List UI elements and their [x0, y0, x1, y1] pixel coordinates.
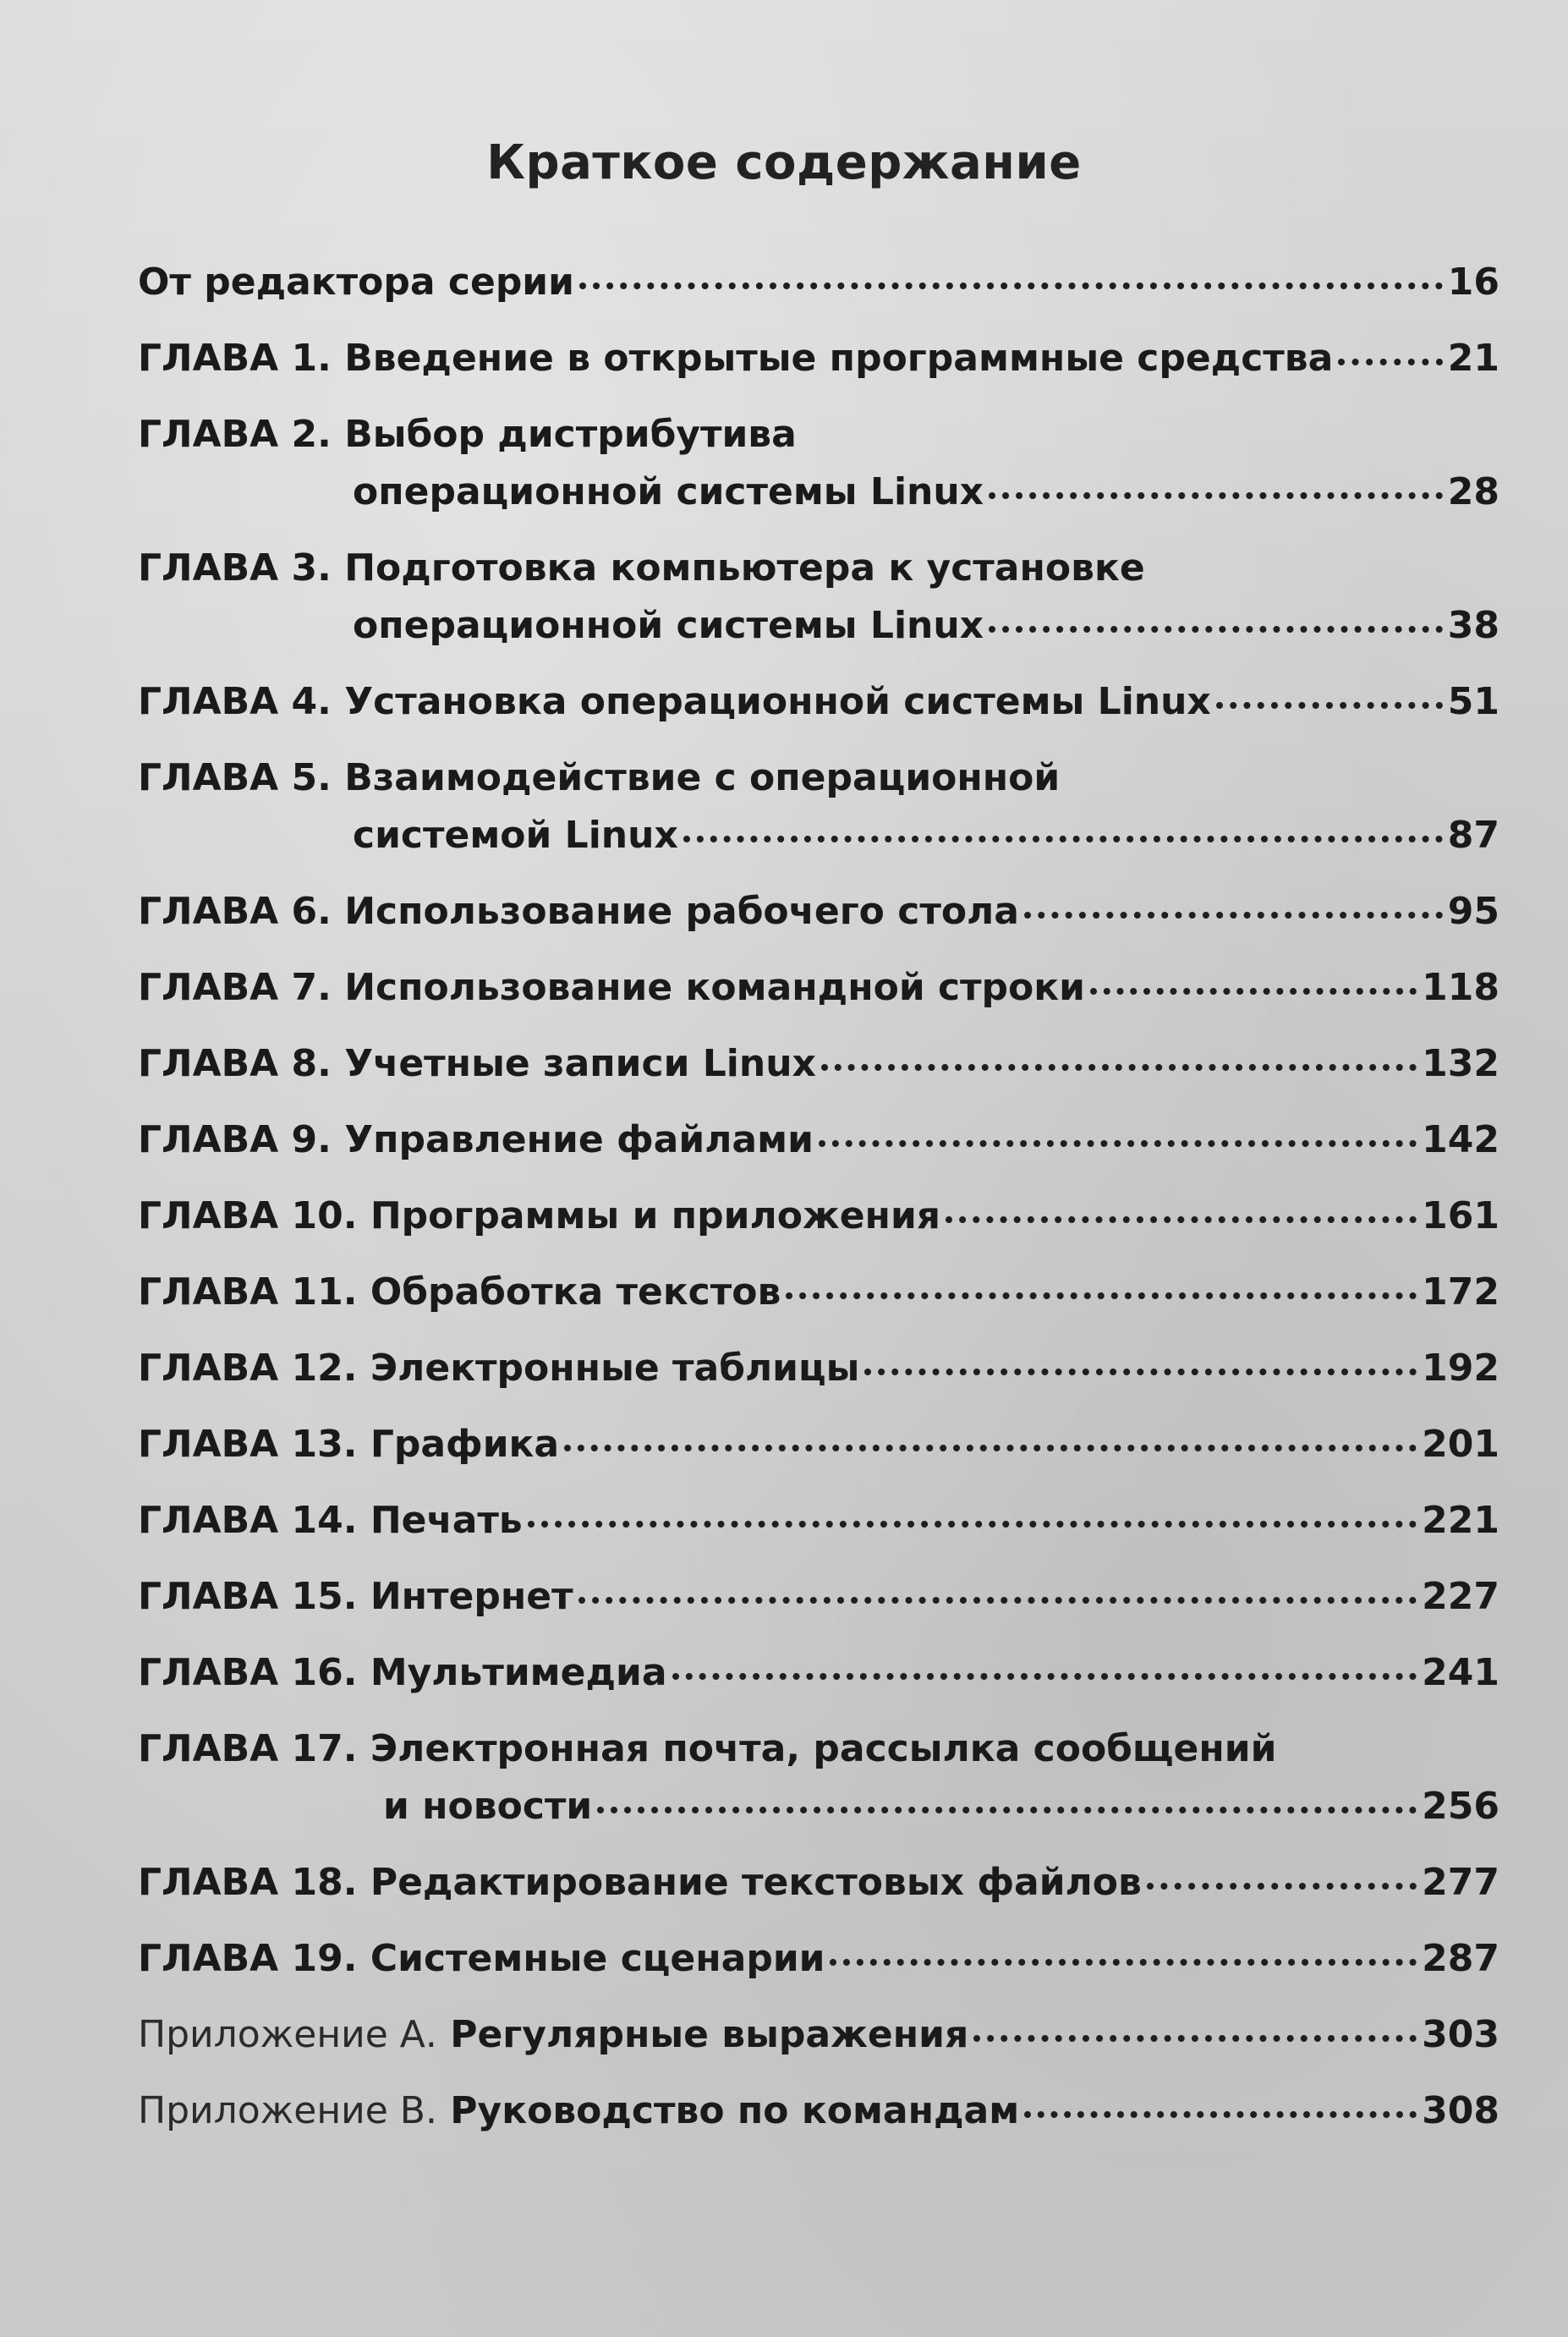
toc-line [138, 1720, 1499, 1778]
toc-line [138, 1644, 1499, 1702]
toc-entry-label [138, 1111, 814, 1169]
chapter-title: Введение в открытые программные средства [344, 337, 1334, 380]
chapter-title: Печать [370, 1499, 523, 1542]
toc-entry-chapter-8[interactable] [138, 1035, 1499, 1093]
toc-entry-label [138, 540, 1145, 597]
chapter-title: Интернет [370, 1575, 573, 1618]
toc-line [138, 1492, 1499, 1550]
toc-page-number: 142 [1422, 1118, 1499, 1161]
chapter-number: ГЛАВА 5. [138, 756, 332, 799]
toc-line [138, 2082, 1499, 2140]
toc-entry-label [138, 1854, 1142, 1912]
toc-page-number: 21 [1447, 337, 1499, 380]
chapter-title: Программы и приложения [370, 1194, 941, 1237]
toc-entry-label [138, 1568, 573, 1626]
chapter-title: Системные сценарии [370, 1937, 825, 1980]
chapter-number: ГЛАВА 18. [138, 1861, 358, 1904]
toc-line [138, 1188, 1499, 1245]
toc-entry-chapter-15[interactable] [138, 1568, 1499, 1626]
toc-line-continuation [138, 1778, 1499, 1835]
chapter-title: Взаимодействие с операционной [344, 756, 1061, 799]
appendix-title: Руководство по командам [450, 2089, 1020, 2132]
toc-entry-label [138, 1644, 667, 1702]
dot-leader [821, 1064, 1417, 1071]
toc-entry-chapter-4[interactable] [138, 673, 1499, 731]
toc-line [138, 959, 1499, 1017]
chapter-title-continuation: операционной системы Linux [353, 604, 984, 647]
toc-line [138, 1568, 1499, 1626]
chapter-number: ГЛАВА 2. [138, 413, 332, 456]
toc-entry-chapter-2[interactable] [138, 406, 1499, 521]
toc-entry-title: От редактора серии [138, 261, 574, 304]
toc-entry-chapter-19[interactable] [138, 1930, 1499, 1988]
toc-page-number: 132 [1422, 1042, 1499, 1085]
chapter-number: ГЛАВА 17. [138, 1727, 358, 1770]
toc-page-number: 95 [1447, 890, 1499, 933]
toc-entry-chapter-12[interactable] [138, 1340, 1499, 1397]
chapter-number: ГЛАВА 15. [138, 1575, 358, 1618]
toc-page-number: 303 [1422, 2013, 1499, 2056]
toc-line [138, 1854, 1499, 1912]
chapter-number: ГЛАВА 1. [138, 337, 332, 380]
toc-page-number: 256 [1422, 1785, 1499, 1828]
toc-line [138, 2006, 1499, 2064]
toc-page-number: 277 [1422, 1861, 1499, 1904]
chapter-number: ГЛАВА 10. [138, 1194, 358, 1237]
chapter-number: ГЛАВА 12. [138, 1347, 358, 1390]
toc-line [138, 1340, 1499, 1397]
toc-line [138, 1416, 1499, 1473]
toc-entry-label [138, 749, 1060, 807]
toc-entry-label [138, 330, 1333, 387]
dot-leader [597, 1807, 1417, 1813]
toc-entry-chapter-18[interactable] [138, 1854, 1499, 1912]
toc-entry-editor-note[interactable] [138, 254, 1499, 311]
chapter-title: Редактирование текстовых файлов [370, 1861, 1142, 1904]
toc-entry-label [138, 1188, 940, 1245]
toc-line [138, 1264, 1499, 1321]
dot-leader [579, 283, 1443, 289]
chapter-number: ГЛАВА 11. [138, 1270, 358, 1314]
toc-page-number: 87 [1447, 814, 1499, 857]
toc-line-continuation [138, 464, 1499, 521]
toc-page-number: 241 [1422, 1651, 1499, 1694]
toc-page-number: 287 [1422, 1937, 1499, 1980]
toc-entry-chapter-6[interactable] [138, 883, 1499, 941]
toc-line [138, 1035, 1499, 1093]
chapter-title: Электронные таблицы [370, 1347, 860, 1390]
toc-line [138, 883, 1499, 941]
toc-entry-label [138, 959, 1085, 1017]
chapter-number: ГЛАВА 3. [138, 546, 332, 590]
toc-page-number: 38 [1447, 604, 1499, 647]
appendix-label: Приложение В. [138, 2089, 437, 2132]
dot-leader [564, 1445, 1417, 1451]
chapter-number: ГЛАВА 19. [138, 1937, 358, 1980]
toc-line [138, 749, 1499, 807]
chapter-number: ГЛАВА 16. [138, 1651, 358, 1694]
toc-line [138, 254, 1499, 311]
chapter-title: Графика [370, 1423, 560, 1466]
toc-list [138, 254, 1499, 2159]
toc-entry-chapter-16[interactable] [138, 1644, 1499, 1702]
dot-leader [578, 1597, 1417, 1604]
chapter-title: Использование командной строки [344, 966, 1085, 1009]
chapter-title: Учетные записи Linux [344, 1042, 816, 1085]
dot-leader [1147, 1883, 1417, 1890]
toc-page-number: 16 [1447, 261, 1499, 304]
dot-leader [528, 1521, 1417, 1528]
toc-entry-label [138, 406, 797, 464]
toc-entry-label [138, 1264, 781, 1321]
chapter-title: Подготовка компьютера к установке [344, 546, 1145, 590]
toc-page-number: 192 [1422, 1347, 1499, 1390]
toc-entry-appendix-a[interactable] [138, 2006, 1499, 2064]
chapter-title-continuation: и новости [383, 1785, 593, 1828]
toc-entry-label [138, 1492, 523, 1550]
toc-page-number: 308 [1422, 2089, 1499, 2132]
toc-line [138, 540, 1499, 597]
toc-entry-chapter-10[interactable] [138, 1188, 1499, 1245]
toc-page-number: 28 [1447, 470, 1499, 513]
toc-page-number: 227 [1422, 1575, 1499, 1618]
toc-entry-chapter-11[interactable] [138, 1264, 1499, 1321]
toc-entry-label [138, 1416, 559, 1473]
toc-entry-chapter-1[interactable] [138, 330, 1499, 387]
chapter-number: ГЛАВА 13. [138, 1423, 358, 1466]
toc-entry-label [138, 2006, 968, 2064]
chapter-title: Мультимедиа [370, 1651, 667, 1694]
dot-leader [830, 1959, 1417, 1966]
toc-line [138, 673, 1499, 731]
toc-page-number: 172 [1422, 1270, 1499, 1314]
toc-entry-label [138, 2082, 1019, 2140]
toc-entry-chapter-13[interactable] [138, 1416, 1499, 1473]
dot-leader [989, 626, 1443, 633]
toc-line [138, 1930, 1499, 1988]
toc-entry-chapter-3[interactable] [138, 540, 1499, 655]
toc-entry-chapter-7[interactable] [138, 959, 1499, 1017]
dot-leader [819, 1140, 1417, 1147]
chapter-number: ГЛАВА 8. [138, 1042, 332, 1085]
dot-leader [1024, 2111, 1417, 2118]
toc-entry-label [138, 1720, 1276, 1778]
chapter-title: Установка операционной системы Linux [344, 680, 1211, 723]
dot-leader [864, 1369, 1417, 1375]
toc-entry-label [138, 1340, 859, 1397]
toc-page-number: 51 [1447, 680, 1499, 723]
toc-line-continuation [138, 807, 1499, 864]
toc-entry-appendix-b[interactable] [138, 2082, 1499, 2140]
toc-entry-label [138, 1035, 816, 1093]
toc-entry-label [138, 673, 1211, 731]
chapter-title-continuation: системой Linux [353, 814, 678, 857]
dot-leader [1090, 988, 1417, 995]
toc-entry-chapter-9[interactable] [138, 1111, 1499, 1169]
toc-line [138, 406, 1499, 464]
toc-entry-chapter-14[interactable] [138, 1492, 1499, 1550]
toc-entry-chapter-17[interactable] [138, 1720, 1499, 1835]
dot-leader [946, 1216, 1417, 1223]
dot-leader [672, 1673, 1417, 1680]
chapter-title: Использование рабочего стола [344, 890, 1019, 933]
toc-entry-chapter-5[interactable] [138, 749, 1499, 864]
toc-page-number: 201 [1422, 1423, 1499, 1466]
chapter-number: ГЛАВА 4. [138, 680, 332, 723]
chapter-title-continuation: операционной системы Linux [353, 470, 984, 513]
toc-page-number: 161 [1422, 1194, 1499, 1237]
dot-leader [1338, 359, 1442, 365]
toc-line-continuation [138, 597, 1499, 655]
chapter-number: ГЛАВА 7. [138, 966, 332, 1009]
chapter-number: ГЛАВА 6. [138, 890, 332, 933]
chapter-title: Обработка текстов [370, 1270, 781, 1314]
appendix-label: Приложение А. [138, 2013, 437, 2056]
dot-leader [683, 836, 1443, 842]
toc-page-number: 221 [1422, 1499, 1499, 1542]
toc-entry-label [138, 1930, 825, 1988]
appendix-title: Регулярные выражения [450, 2013, 969, 2056]
dot-leader [1216, 702, 1443, 709]
dot-leader [973, 2035, 1417, 2042]
chapter-number: ГЛАВА 9. [138, 1118, 332, 1161]
toc-line [138, 330, 1499, 387]
chapter-title: Управление файлами [344, 1118, 814, 1161]
page-title: Краткое содержание [486, 135, 1082, 190]
toc-entry-label [138, 883, 1019, 941]
toc-line [138, 1111, 1499, 1169]
dot-leader [1024, 912, 1443, 919]
toc-page-number: 118 [1422, 966, 1499, 1009]
chapter-number: ГЛАВА 14. [138, 1499, 358, 1542]
chapter-title: Электронная почта, рассылка сообщений [370, 1727, 1277, 1770]
chapter-title: Выбор дистрибутива [344, 413, 797, 456]
dot-leader [786, 1292, 1417, 1299]
dot-leader [989, 492, 1443, 499]
